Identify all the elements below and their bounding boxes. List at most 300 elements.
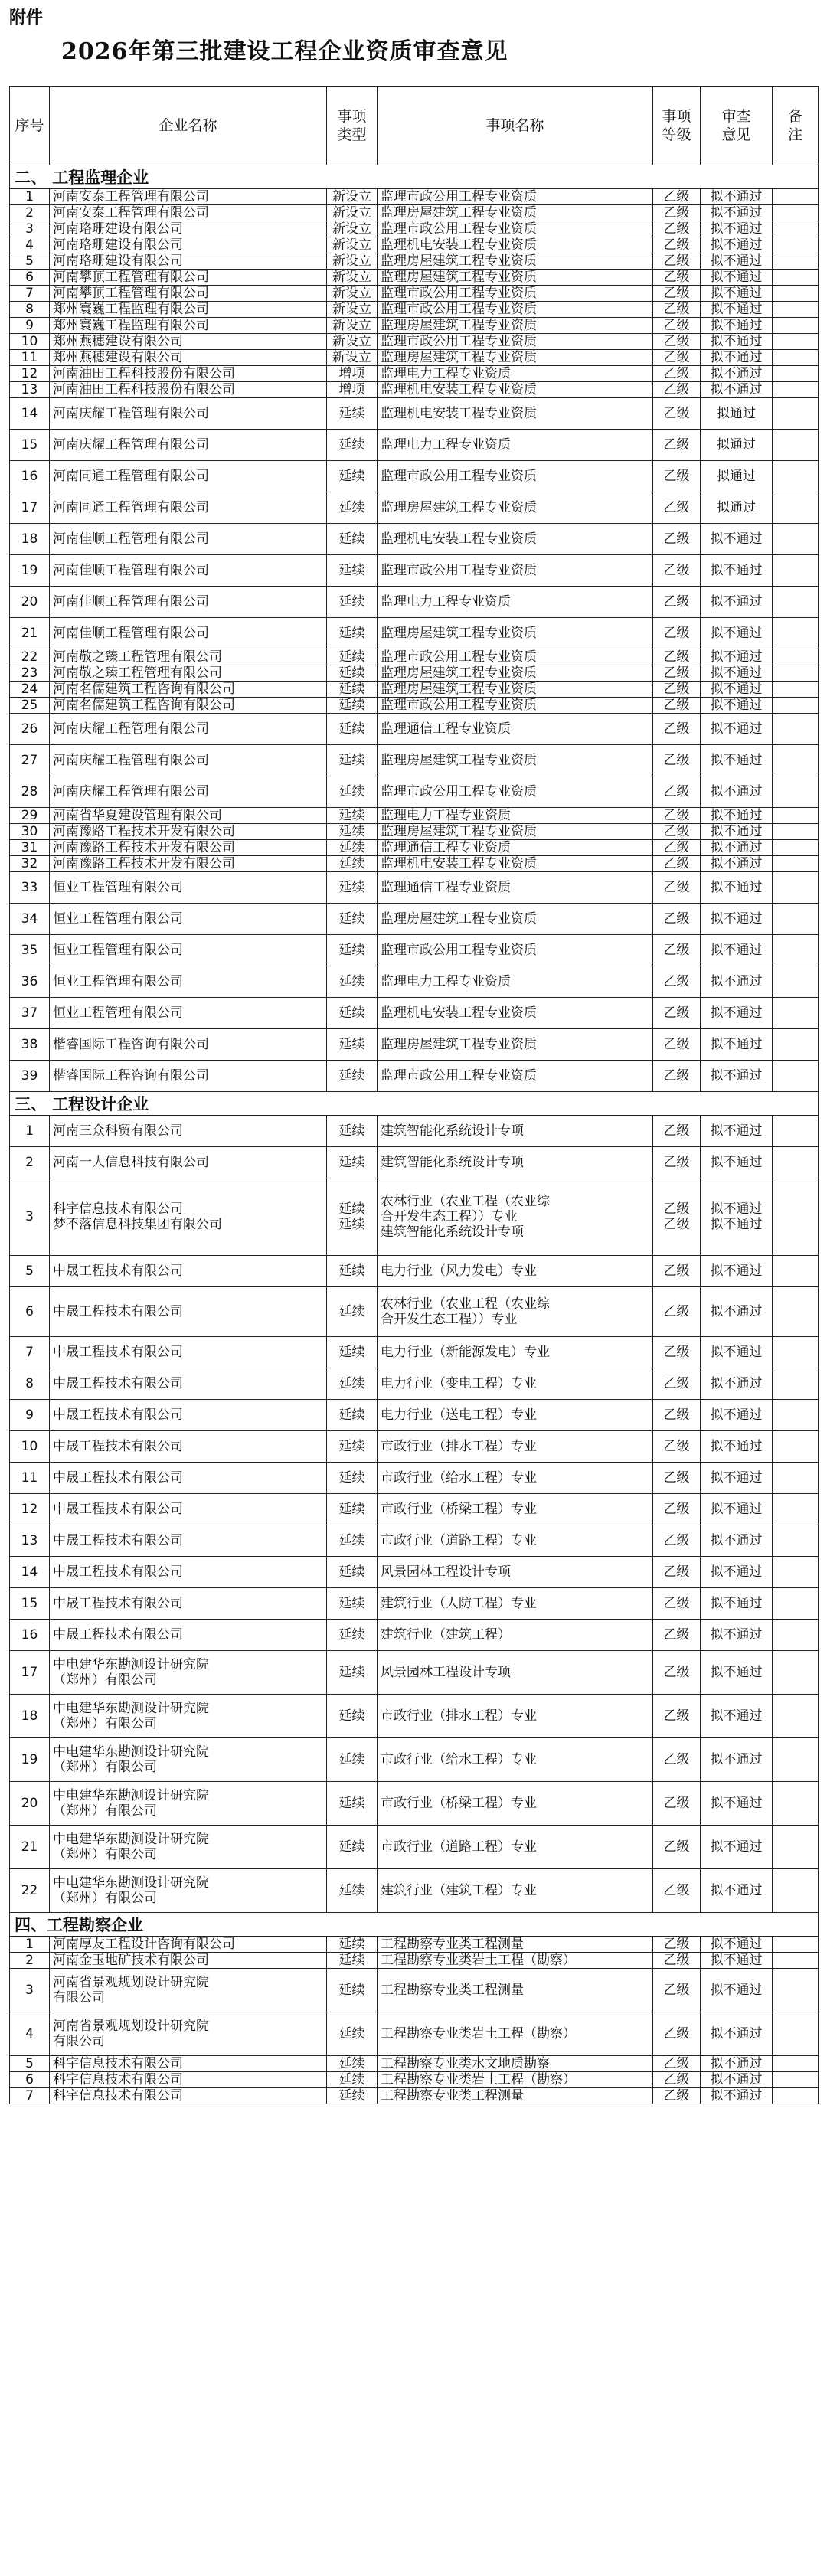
review-opinion-cell: 拟不通过 [701,237,773,253]
remark-cell [773,1695,819,1738]
serial-cell: 7 [10,1337,50,1368]
header-grade: 事项 等级 [653,87,701,165]
item-type-cell: 新设立 [327,334,378,350]
review-opinion-cell: 拟不通过 [701,682,773,698]
item-type-cell: 延续 [327,1256,378,1287]
remark-cell [773,2056,819,2072]
remark-cell [773,350,819,366]
remark-cell [773,649,819,665]
serial-cell: 20 [10,587,50,618]
serial-cell: 21 [10,618,50,649]
review-opinion-cell: 拟不通过 [701,2072,773,2088]
grade-cell: 乙级 [653,1029,701,1061]
remark-cell [773,1937,819,1953]
grade-cell: 乙级 [653,237,701,253]
table-row [10,587,819,618]
serial-cell: 8 [10,1368,50,1400]
serial-cell: 33 [10,872,50,904]
review-opinion-cell: 拟不通过 [701,776,773,808]
remark-cell [773,1869,819,1913]
serial-cell: 14 [10,398,50,430]
table-row [10,1147,819,1178]
item-type-cell: 延续 [327,1969,378,2012]
grade-cell: 乙级 [653,998,701,1029]
serial-cell: 12 [10,1494,50,1525]
serial-cell: 26 [10,714,50,745]
serial-cell: 30 [10,824,50,840]
review-opinion-cell: 拟不通过 [701,1782,773,1826]
grade-cell: 乙级 [653,1368,701,1400]
table-row [10,998,819,1029]
table-row [10,698,819,714]
serial-cell: 8 [10,302,50,318]
table-row [10,237,819,253]
item-type-cell: 延续 [327,1431,378,1463]
company-name-cell: 河南庆耀工程管理有限公司 [50,745,327,776]
company-name-cell: 河南豫路工程技术开发有限公司 [50,840,327,856]
item-name-cell: 监理市政公用工程专业资质 [378,286,653,302]
review-opinion-cell: 拟不通过 [701,1525,773,1557]
remark-cell [773,1557,819,1588]
item-name-cell: 农林行业（农业工程（农业综 合开发生态工程））专业 建筑智能化系统设计专项 [378,1178,653,1256]
item-name-cell: 监理电力工程专业资质 [378,430,653,461]
serial-cell: 1 [10,1937,50,1953]
item-name-cell: 监理房屋建筑工程专业资质 [378,904,653,935]
item-name-cell: 电力行业（新能源发电）专业 [378,1337,653,1368]
item-name-cell: 监理市政公用工程专业资质 [378,1061,653,1092]
serial-cell: 19 [10,555,50,587]
serial-cell: 11 [10,350,50,366]
review-opinion-cell: 拟不通过 [701,665,773,682]
company-name-cell: 中晟工程技术有限公司 [50,1494,327,1525]
remark-cell [773,1287,819,1337]
review-opinion-cell: 拟不通过 [701,189,773,205]
section-title: 二、 工程监理企业 [10,165,819,189]
review-opinion-cell: 拟不通过 [701,649,773,665]
table-row [10,2056,819,2072]
grade-cell: 乙级 [653,1431,701,1463]
remark-cell [773,1431,819,1463]
grade-cell: 乙级 [653,1782,701,1826]
item-type-cell: 延续 [327,808,378,824]
grade-cell: 乙级 [653,824,701,840]
item-type-cell: 延续 [327,1695,378,1738]
company-name-cell: 科宇信息技术有限公司 [50,2056,327,2072]
table-row [10,840,819,856]
item-name-cell: 市政行业（桥梁工程）专业 [378,1494,653,1525]
company-name-cell: 河南同通工程管理有限公司 [50,461,327,492]
serial-cell: 15 [10,430,50,461]
grade-cell: 乙级 [653,682,701,698]
item-type-cell: 新设立 [327,270,378,286]
item-type-cell: 新设立 [327,189,378,205]
table-header-row [10,87,819,165]
item-name-cell: 监理市政公用工程专业资质 [378,334,653,350]
remark-cell [773,714,819,745]
item-name-cell: 工程勘察专业类工程测量 [378,1969,653,2012]
table-row [10,524,819,555]
company-name-cell: 河南庆耀工程管理有限公司 [50,714,327,745]
company-name-cell: 河南一大信息科技有限公司 [50,1147,327,1178]
item-name-cell: 建筑行业（建筑工程）专业 [378,1869,653,1913]
serial-cell: 2 [10,1147,50,1178]
company-name-cell: 中晟工程技术有限公司 [50,1256,327,1287]
remark-cell [773,555,819,587]
serial-cell: 25 [10,698,50,714]
serial-cell: 9 [10,318,50,334]
table-row [10,808,819,824]
table-row [10,1029,819,1061]
remark-cell [773,205,819,221]
table-row [10,1738,819,1782]
remark-cell [773,189,819,205]
table-row [10,776,819,808]
serial-cell: 6 [10,1287,50,1337]
company-name-cell: 科宇信息技术有限公司 [50,2072,327,2088]
item-type-cell: 新设立 [327,318,378,334]
header-item-name: 事项名称 [378,87,653,165]
serial-cell: 37 [10,998,50,1029]
grade-cell: 乙级 [653,776,701,808]
item-type-cell: 延续 [327,1029,378,1061]
grade-cell: 乙级 [653,253,701,270]
remark-cell [773,1826,819,1869]
company-name-cell: 中电建华东勘测设计研究院 （郑州）有限公司 [50,1695,327,1738]
item-type-cell: 新设立 [327,286,378,302]
table-row [10,253,819,270]
review-opinion-cell: 拟通过 [701,398,773,430]
review-opinion-cell: 拟不通过 [701,966,773,998]
item-name-cell: 工程勘察专业类岩土工程（勘察） [378,2012,653,2056]
table-row [10,189,819,205]
remark-cell [773,856,819,872]
table-row [10,1969,819,2012]
table-row [10,1588,819,1620]
review-opinion-cell: 拟不通过 [701,2056,773,2072]
document-title: 2026年第三批建设工程企业资质审查意见 [61,38,508,65]
serial-cell: 7 [10,286,50,302]
table-row [10,1651,819,1695]
company-name-cell: 恒业工程管理有限公司 [50,998,327,1029]
remark-cell [773,618,819,649]
remark-cell [773,1620,819,1651]
grade-cell: 乙级 [653,714,701,745]
serial-cell: 3 [10,1969,50,2012]
grade-cell: 乙级 [653,698,701,714]
item-name-cell: 监理市政公用工程专业资质 [378,221,653,237]
item-type-cell: 新设立 [327,205,378,221]
company-name-cell: 楷睿国际工程咨询有限公司 [50,1061,327,1092]
table-row [10,2072,819,2088]
company-name-cell: 恒业工程管理有限公司 [50,904,327,935]
serial-cell: 10 [10,1431,50,1463]
table-row [10,461,819,492]
table-row [10,366,819,382]
grade-cell: 乙级 [653,1525,701,1557]
grade-cell: 乙级 [653,1400,701,1431]
section-header-row [10,1913,819,1937]
remark-cell [773,270,819,286]
item-name-cell: 监理通信工程专业资质 [378,714,653,745]
item-name-cell: 监理机电安装工程专业资质 [378,398,653,430]
serial-cell: 5 [10,253,50,270]
company-name-cell: 中电建华东勘测设计研究院 （郑州）有限公司 [50,1782,327,1826]
item-type-cell: 延续 [327,1400,378,1431]
item-name-cell: 市政行业（排水工程）专业 [378,1695,653,1738]
table-row [10,1869,819,1913]
remark-cell [773,524,819,555]
remark-cell [773,776,819,808]
item-type-cell: 延续 [327,698,378,714]
table-row [10,270,819,286]
serial-cell: 17 [10,1651,50,1695]
grade-cell: 乙级 [653,665,701,682]
item-type-cell: 延续 [327,1869,378,1913]
table-row [10,1620,819,1651]
review-opinion-cell: 拟不通过 [701,998,773,1029]
item-name-cell: 监理房屋建筑工程专业资质 [378,682,653,698]
item-name-cell: 监理市政公用工程专业资质 [378,649,653,665]
grade-cell: 乙级 乙级 [653,1178,701,1256]
grade-cell: 乙级 [653,808,701,824]
serial-cell: 27 [10,745,50,776]
item-type-cell: 延续 [327,1588,378,1620]
company-name-cell: 河南佳顺工程管理有限公司 [50,555,327,587]
company-name-cell: 河南攀顶工程管理有限公司 [50,270,327,286]
review-opinion-cell: 拟不通过 [701,1337,773,1368]
company-name-cell: 河南三众科贸有限公司 [50,1116,327,1147]
company-name-cell: 河南安泰工程管理有限公司 [50,205,327,221]
remark-cell [773,366,819,382]
item-type-cell: 延续 [327,856,378,872]
table-row [10,649,819,665]
item-name-cell: 风景园林工程设计专项 [378,1557,653,1588]
remark-cell [773,872,819,904]
item-type-cell: 延续 [327,398,378,430]
review-opinion-cell: 拟不通过 [701,350,773,366]
item-type-cell: 新设立 [327,253,378,270]
table-row [10,1826,819,1869]
table-row [10,618,819,649]
serial-cell: 18 [10,524,50,555]
item-name-cell: 建筑行业（人防工程）专业 [378,1588,653,1620]
table-row [10,302,819,318]
company-name-cell: 恒业工程管理有限公司 [50,872,327,904]
remark-cell [773,1782,819,1826]
company-name-cell: 中晟工程技术有限公司 [50,1287,327,1337]
item-name-cell: 监理市政公用工程专业资质 [378,555,653,587]
header-company-name: 企业名称 [50,87,327,165]
item-type-cell: 延续 [327,2072,378,2088]
grade-cell: 乙级 [653,221,701,237]
grade-cell: 乙级 [653,856,701,872]
grade-cell: 乙级 [653,350,701,366]
company-name-cell: 河南油田工程科技股份有限公司 [50,366,327,382]
serial-cell: 28 [10,776,50,808]
table-row [10,1256,819,1287]
item-name-cell: 监理通信工程专业资质 [378,872,653,904]
serial-cell: 3 [10,221,50,237]
serial-cell: 22 [10,649,50,665]
item-type-cell: 延续 [327,1525,378,1557]
review-opinion-cell: 拟不通过 [701,1953,773,1969]
remark-cell [773,1029,819,1061]
table-row [10,935,819,966]
serial-cell: 2 [10,205,50,221]
item-name-cell: 电力行业（送电工程）专业 [378,1400,653,1431]
grade-cell: 乙级 [653,1738,701,1782]
remark-cell [773,998,819,1029]
serial-cell: 16 [10,461,50,492]
company-name-cell: 河南佳顺工程管理有限公司 [50,587,327,618]
review-opinion-cell: 拟不通过 [701,698,773,714]
serial-cell: 4 [10,237,50,253]
company-name-cell: 中晟工程技术有限公司 [50,1557,327,1588]
item-type-cell: 延续 [327,1116,378,1147]
grade-cell: 乙级 [653,2072,701,2088]
company-name-cell: 河南佳顺工程管理有限公司 [50,618,327,649]
item-type-cell: 延续 [327,1557,378,1588]
remark-cell [773,1953,819,1969]
table-row [10,1368,819,1400]
table-row [10,1937,819,1953]
remark-cell [773,461,819,492]
item-type-cell: 延续 [327,524,378,555]
item-type-cell: 延续 [327,1782,378,1826]
company-name-cell: 河南省景观规划设计研究院 有限公司 [50,2012,327,2056]
remark-cell [773,1147,819,1178]
item-name-cell: 工程勘察专业类岩土工程（勘察） [378,1953,653,1969]
company-name-cell: 河南省华夏建设管理有限公司 [50,808,327,824]
company-name-cell: 河南珞珊建设有限公司 [50,221,327,237]
grade-cell: 乙级 [653,618,701,649]
header-remark: 备 注 [773,87,819,165]
serial-cell: 5 [10,2056,50,2072]
table-row [10,382,819,398]
grade-cell: 乙级 [653,1937,701,1953]
item-type-cell: 延续 [327,1147,378,1178]
review-opinion-cell: 拟不通过 [701,2012,773,2056]
item-name-cell: 监理房屋建筑工程专业资质 [378,318,653,334]
serial-cell: 13 [10,1525,50,1557]
item-name-cell: 监理房屋建筑工程专业资质 [378,618,653,649]
remark-cell [773,966,819,998]
item-type-cell: 延续 [327,2088,378,2104]
item-name-cell: 监理机电安装工程专业资质 [378,856,653,872]
table-row [10,1337,819,1368]
grade-cell: 乙级 [653,840,701,856]
remark-cell [773,398,819,430]
table-row [10,665,819,682]
grade-cell: 乙级 [653,2012,701,2056]
item-name-cell: 监理房屋建筑工程专业资质 [378,205,653,221]
item-type-cell: 延续 [327,587,378,618]
serial-cell: 9 [10,1400,50,1431]
table-row [10,904,819,935]
serial-cell: 38 [10,1029,50,1061]
section-title: 四、工程勘察企业 [10,1913,819,1937]
grade-cell: 乙级 [653,935,701,966]
company-name-cell: 科宇信息技术有限公司 [50,2088,327,2104]
section-header-row [10,1092,819,1116]
item-type-cell: 延续 [327,1620,378,1651]
company-name-cell: 恒业工程管理有限公司 [50,966,327,998]
item-name-cell: 监理房屋建筑工程专业资质 [378,824,653,840]
item-name-cell: 监理机电安装工程专业资质 [378,237,653,253]
remark-cell [773,1525,819,1557]
review-opinion-cell: 拟不通过 [701,824,773,840]
company-name-cell: 郑州寰巍工程监理有限公司 [50,318,327,334]
table-row [10,555,819,587]
table-body [10,165,819,2104]
company-name-cell: 河南省景观规划设计研究院 有限公司 [50,1969,327,2012]
grade-cell: 乙级 [653,1061,701,1092]
table-row [10,2088,819,2104]
serial-cell: 18 [10,1695,50,1738]
serial-cell: 15 [10,1588,50,1620]
grade-cell: 乙级 [653,649,701,665]
review-opinion-cell: 拟不通过 [701,618,773,649]
serial-cell: 12 [10,366,50,382]
grade-cell: 乙级 [653,1953,701,1969]
item-name-cell: 工程勘察专业类岩土工程（勘察） [378,2072,653,2088]
item-name-cell: 农林行业（农业工程（农业综 合开发生态工程））专业 [378,1287,653,1337]
serial-cell: 11 [10,1463,50,1494]
item-name-cell: 市政行业（桥梁工程）专业 [378,1782,653,1826]
review-opinion-cell: 拟不通过 [701,1869,773,1913]
company-name-cell: 郑州燕穗建设有限公司 [50,350,327,366]
item-name-cell: 监理市政公用工程专业资质 [378,776,653,808]
grade-cell: 乙级 [653,555,701,587]
review-opinion-cell: 拟不通过 [701,745,773,776]
item-type-cell: 延续 [327,966,378,998]
company-name-cell: 科宇信息技术有限公司 梦不落信息科技集团有限公司 [50,1178,327,1256]
remark-cell [773,2012,819,2056]
grade-cell: 乙级 [653,966,701,998]
table-row [10,1695,819,1738]
grade-cell: 乙级 [653,745,701,776]
grade-cell: 乙级 [653,2056,701,2072]
grade-cell: 乙级 [653,1256,701,1287]
remark-cell [773,824,819,840]
serial-cell: 36 [10,966,50,998]
company-name-cell: 中晟工程技术有限公司 [50,1620,327,1651]
company-name-cell: 河南厚友工程设计咨询有限公司 [50,1937,327,1953]
item-type-cell: 延续 [327,776,378,808]
serial-cell: 22 [10,1869,50,1913]
grade-cell: 乙级 [653,1147,701,1178]
remark-cell [773,1116,819,1147]
review-opinion-cell: 拟不通过 [701,205,773,221]
serial-cell: 1 [10,1116,50,1147]
grade-cell: 乙级 [653,1869,701,1913]
header-review-opinion: 审查 意见 [701,87,773,165]
grade-cell: 乙级 [653,2088,701,2104]
item-type-cell: 延续 [327,824,378,840]
grade-cell: 乙级 [653,1695,701,1738]
item-type-cell: 延续 [327,904,378,935]
company-name-cell: 河南豫路工程技术开发有限公司 [50,856,327,872]
company-name-cell: 河南庆耀工程管理有限公司 [50,776,327,808]
item-name-cell: 监理市政公用工程专业资质 [378,189,653,205]
review-opinion-cell: 拟不通过 [701,270,773,286]
company-name-cell: 河南庆耀工程管理有限公司 [50,398,327,430]
review-opinion-cell: 拟不通过 [701,1256,773,1287]
company-name-cell: 河南安泰工程管理有限公司 [50,189,327,205]
review-opinion-cell: 拟不通过 [701,1287,773,1337]
item-name-cell: 监理房屋建筑工程专业资质 [378,253,653,270]
remark-cell [773,587,819,618]
